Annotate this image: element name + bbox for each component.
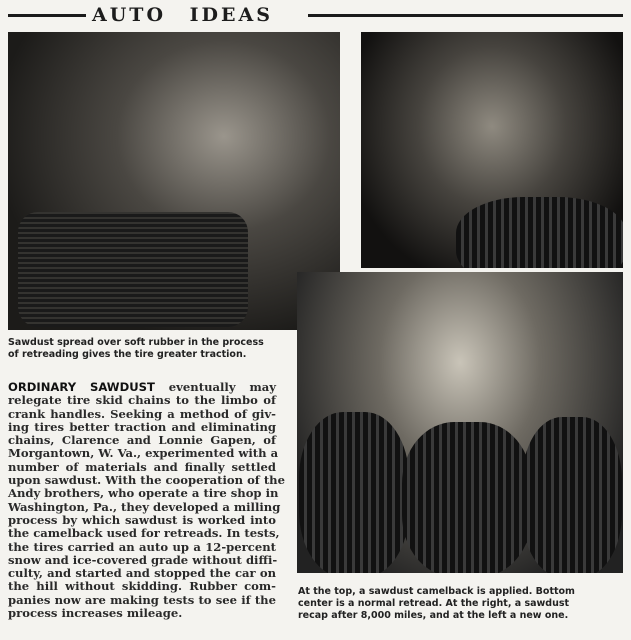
article-line: chains, Clarence and Lonnie Gapen, of (8, 433, 276, 448)
man-with-three-tires-photo (297, 272, 623, 573)
article-line: culty, and started and stopped the car on (8, 566, 276, 581)
tire (456, 197, 623, 268)
article-lead: ORDINARY SAWDUST (8, 380, 155, 394)
caption-line: Sawdust spread over soft rubber in the process (8, 337, 264, 348)
photo-caption-bottom-right (298, 586, 618, 622)
article-line: Morgantown, W. Va., experimented with a (8, 446, 279, 461)
camelback-application-photo (361, 32, 623, 268)
article-line: the camelback used for retreads. In tests, (8, 526, 280, 541)
section-title: AUTO IDEAS (86, 4, 279, 26)
section-header (8, 4, 623, 26)
article-line: Washington, Pa., they developed a milling (8, 499, 281, 514)
article-line: snow and ice-covered grade without diffi- (8, 552, 278, 567)
article-line: number of materials and finally settled (8, 459, 276, 474)
header-rule-right (308, 14, 623, 17)
tire-normal-retread (402, 422, 532, 573)
article-line: process increases mileage. (8, 606, 183, 621)
article-line: Andy brothers, who operate a tire shop in (8, 486, 279, 501)
article-line: crank handles. Seeking a method of giv- (8, 406, 276, 421)
caption-line: center is a normal retread. At the right, a sawdust (298, 598, 570, 609)
tire-sawdust-recap (522, 417, 622, 573)
tire-new (299, 412, 409, 573)
article-line: the hill without skidding. Rubber com- (8, 579, 276, 594)
caption-line: of retreading gives the tire greater traction. (8, 349, 247, 360)
sawdust-milling-photo (8, 32, 340, 330)
article-line: panies now are making tests to see if the (8, 592, 276, 607)
article-line: upon sawdust. With the cooperation of the (8, 473, 285, 488)
article-body (8, 380, 285, 621)
article-line: ing tires better traction and eliminating (8, 419, 276, 434)
photo-caption-top-left (8, 337, 338, 361)
article-text: eventually may (154, 380, 276, 394)
article-line: process by which sawdust is worked into (8, 512, 276, 527)
rubber-roller (18, 212, 248, 327)
header-rule-left (8, 14, 88, 17)
caption-line: recap after 8,000 miles, and at the left a new one. (298, 610, 569, 621)
caption-line: At the top, a sawdust camelback is applied. Bottom (298, 586, 575, 597)
article-line: the tires carried an auto up a 12-percent (8, 539, 276, 554)
article-line (8, 381, 276, 394)
article-line: relegate tire skid chains to the limbo of (8, 393, 276, 408)
